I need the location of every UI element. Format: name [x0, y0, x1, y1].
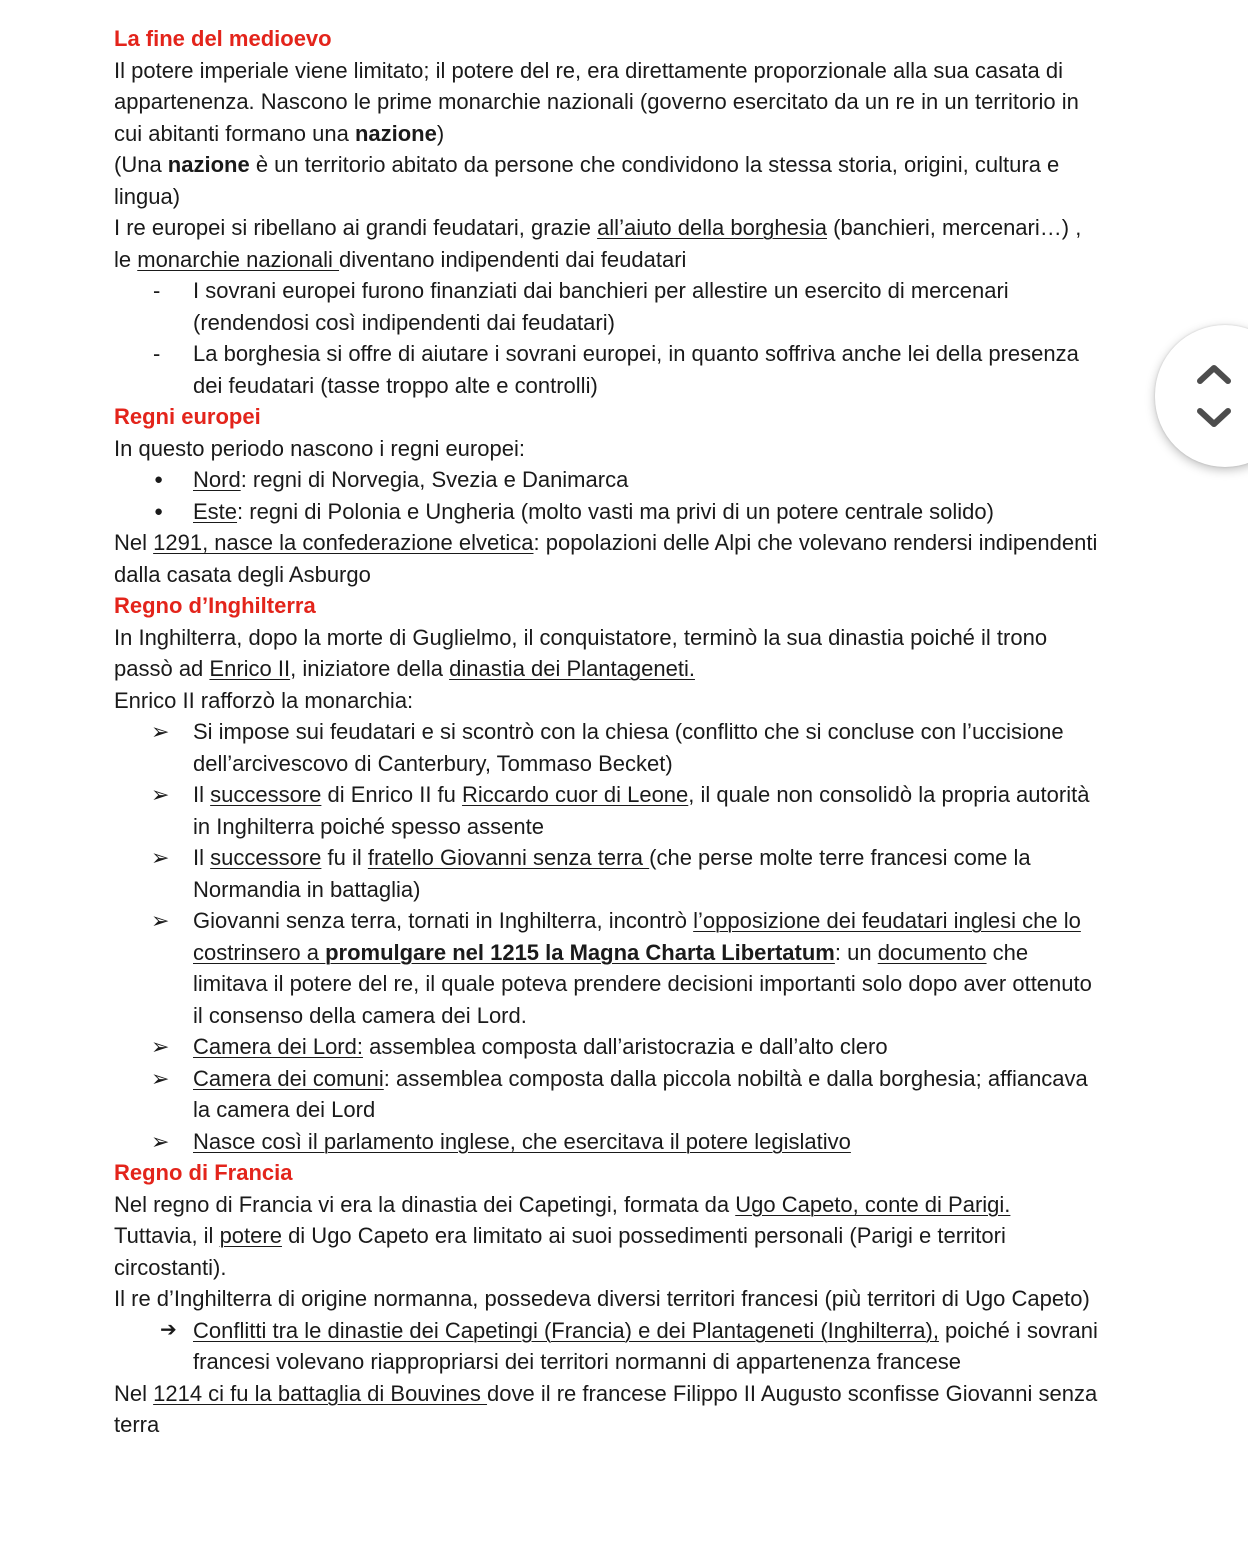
underlined-text: all’aiuto della borghesia [597, 215, 827, 240]
chevron-up-icon [1191, 357, 1237, 391]
underlined-text: Camera dei Lord: [193, 1034, 363, 1059]
underlined-text: successore [210, 782, 322, 807]
arrowhead-bullet-icon: ➢ [151, 719, 170, 744]
scroll-up-button[interactable] [1191, 357, 1237, 391]
list-item: ➢ Giovanni senza terra, tornati in Inghilterra, incontrò l’opposizione dei feudatari inglesi che lo costrinsero a promulgare nel 1215 la Magna Charta Libertatum: un documento che limitava il potere del re, il quale poteva prendere decisioni importanti solo dopo aver ottenuto il consenso della camera dei Lord. [114, 905, 1099, 1031]
underlined-text: monarchie nazionali [137, 246, 340, 272]
page-scroll-navigator [1155, 325, 1248, 467]
list-item: ➢ Il successore di Enrico II fu Riccardo cuor di Leone, il quale non consolidò la propria autorità in Inghilterra poiché spesso assente [114, 779, 1099, 842]
dash-bullet-icon: - [153, 278, 161, 303]
underlined-text: Nasce così il parlamento inglese, che esercitava il potere legislativo [193, 1128, 851, 1154]
arrowhead-bullet-icon: ➢ [151, 1034, 170, 1059]
underlined-text: Camera dei comuni [193, 1065, 384, 1091]
bold-term: nazione [167, 152, 250, 177]
arrowhead-bullet-icon: ➢ [151, 1128, 170, 1154]
list-item: ➔ Conflitti tra le dinastie dei Capetingi (Francia) e dei Plantageneti (Inghilterra), poiché i sovrani francesi volevano riappropriarsi dei territori normanni di appartenenza francese [114, 1315, 1099, 1378]
list-item: ➢ Si impose sui feudatari e si scontrò con la chiesa (conflitto che si concluse con l’uccisione dell’arcivescovo di Canterbury, Tommaso Becket) [114, 716, 1099, 779]
list-item: - La borghesia si offre di aiutare i sovrani europei, in quanto soffriva anche lei della presenza dei feudatari (tasse troppo alte e controlli) [114, 338, 1099, 401]
paragraph: Tuttavia, il potere di Ugo Capeto era limitato ai suoi possedimenti personali (Parigi e territori circostanti). [114, 1223, 1006, 1280]
underlined-text: Nord [193, 467, 241, 492]
underlined-text: l’opposizione dei feudatari inglesi che lo costrinsero a [193, 908, 1081, 965]
dot-bullet-icon: ● [154, 471, 164, 488]
underlined-text: 1291, nasce la confederazione elvetica [153, 530, 534, 555]
paragraph: In Inghilterra, dopo la morte di Guglielmo, il conquistatore, terminò la sua dinastia poiché il trono passò ad Enrico II, iniziatore della dinastia dei Plantageneti. [114, 624, 1048, 681]
arrowhead-bullet-icon: ➢ [151, 908, 170, 933]
list-item: ● Este: regni di Polonia e Ungheria (molto vasti ma privi di un potere centrale solido) [114, 496, 1099, 528]
list-item [114, 1126, 1099, 1158]
arrowhead-bullet-icon: ➢ [151, 845, 170, 870]
list-item: ➢ Camera dei comuni: assemblea composta dalla piccola nobiltà e dalla borghesia; affiancava la camera dei Lord [114, 1063, 1099, 1126]
underlined-text: fratello Giovanni senza terra [367, 845, 650, 870]
list-item: ● Nord: regni di Norvegia, Svezia e Danimarca [114, 464, 1099, 496]
document-body [114, 23, 1099, 1441]
underlined-bold-text: promulgare nel 1215 la Magna Charta Libertatum [325, 939, 835, 965]
paragraph: Nel regno di Francia vi era la dinastia dei Capetingi, formata da Ugo Capeto, conte di Parigi. [114, 1191, 1011, 1217]
paragraph: Il re d’Inghilterra di origine normanna, possedeva diversi territori francesi (più territori di Ugo Capeto) [114, 1286, 1090, 1311]
heading-regno-inghilterra: Regno d’Inghilterra [114, 593, 316, 618]
dot-bullet-icon: ● [154, 502, 164, 520]
paragraph: Enrico II rafforzò la monarchia: [114, 687, 414, 713]
underlined-text: potere [219, 1223, 282, 1248]
arrowhead-bullet-icon: ➢ [151, 1065, 170, 1091]
underlined-text: 1214 ci fu la battaglia di Bouvines [153, 1380, 488, 1406]
paragraph: Nel 1214 ci fu la battaglia di Bouvines dove il re francese Filippo II Augusto sconfisse Giovanni senza terra [114, 1380, 1098, 1437]
list-item: - I sovrani europei furono finanziati dai banchieri per allestire un esercito di mercenari (rendendosi così indipendenti dai feudatari) [114, 275, 1099, 338]
underlined-text: Conflitti tra le dinastie dei Capetingi (Francia) e dei Plantageneti (Inghilterra), [193, 1317, 939, 1343]
underlined-text: Enrico II [209, 656, 291, 681]
bold-term: nazione [354, 120, 437, 146]
underlined-text: dinastia dei Plantageneti. [449, 656, 695, 681]
heading-regni-europei: Regni europei [114, 404, 261, 429]
underlined-text: successore [210, 845, 322, 870]
paragraph: Il potere imperiale viene limitato; il potere del re, era direttamente proporzionale alla sua casata di appartenenza. Nascono le prime monarchie nazionali (governo esercitato da un re in un territorio in cui abitanti formano una nazione) [114, 57, 1079, 146]
heading-regno-francia: Regno di Francia [114, 1160, 293, 1185]
underlined-text: documento [877, 939, 987, 965]
paragraph: I re europei si ribellano ai grandi feudatari, grazie all’aiuto della borghesia (banchieri, mercenari…) , le monarchie nazionali diventano indipendenti dai feudatari [114, 215, 1082, 272]
heading-fine-medioevo: La fine del medioevo [114, 26, 332, 51]
dash-bullet-icon: - [153, 341, 161, 366]
paragraph: In questo periodo nascono i regni europei: [114, 435, 525, 461]
list-item: ➢ Il successore fu il fratello Giovanni senza terra (che perse molte terre francesi come la Normandia in battaglia) [114, 842, 1099, 905]
right-arrow-bullet-icon: ➔ [160, 1318, 177, 1341]
list-item: ➢ Camera dei Lord: assemblea composta dall’aristocrazia e dall’alto clero [114, 1031, 1099, 1063]
scroll-down-button[interactable] [1191, 401, 1237, 435]
underlined-text: Este [193, 498, 238, 524]
chevron-down-icon [1191, 401, 1237, 435]
paragraph: Nel 1291, nasce la confederazione elvetica: popolazioni delle Alpi che volevano rendersi indipendenti dalla casata degli Asburgo [114, 530, 1098, 587]
underlined-text: Ugo Capeto, conte di Parigi. [735, 1191, 1011, 1217]
paragraph: (Una nazione è un territorio abitato da persone che condividono la stessa storia, origini, cultura e lingua) [114, 152, 1060, 209]
arrowhead-bullet-icon: ➢ [151, 782, 170, 807]
underlined-text: Riccardo cuor di Leone [462, 782, 689, 807]
